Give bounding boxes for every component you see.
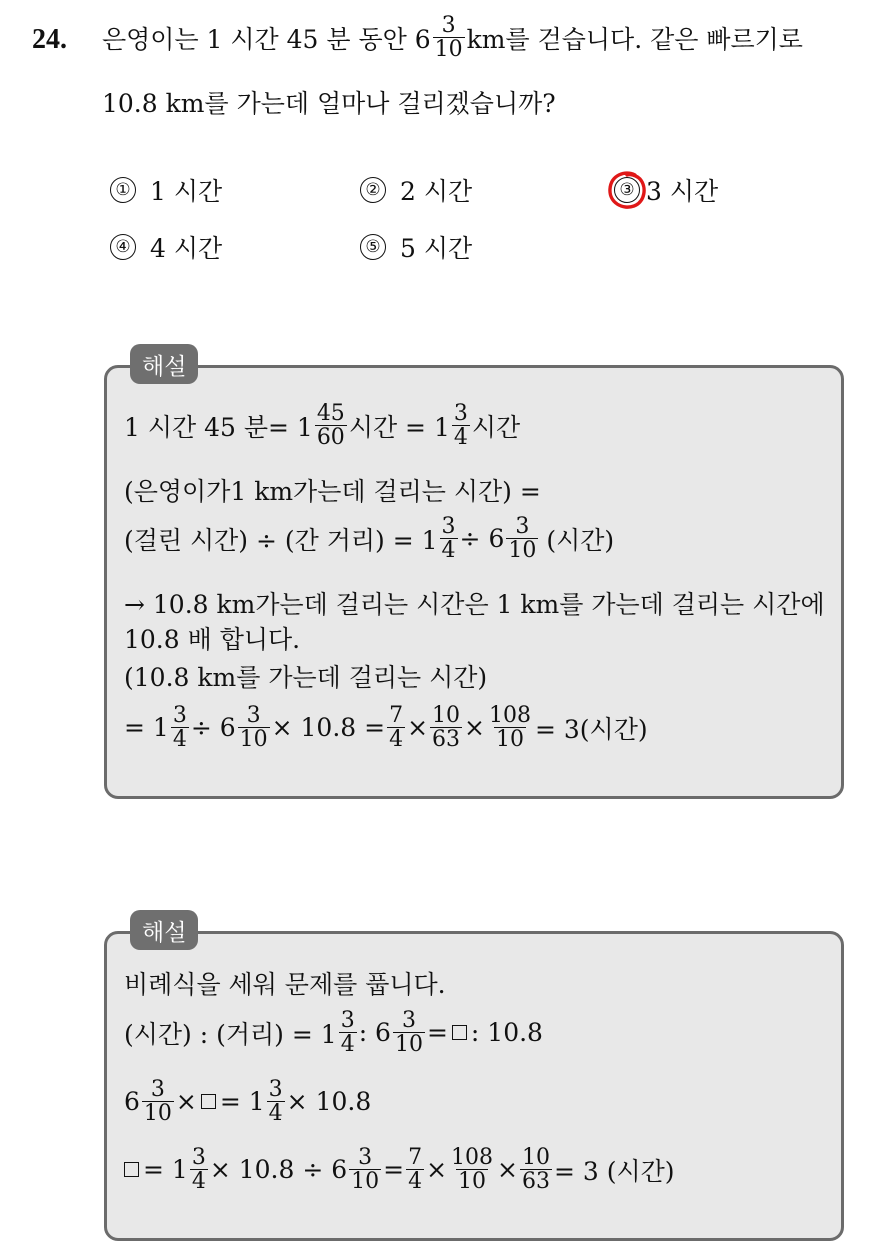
text: (시간) [546, 525, 615, 555]
exp1-line-5: 10.8 배 합니다. [124, 625, 301, 654]
frac-den: 60 [316, 425, 345, 451]
frac-den: 4 [172, 727, 187, 753]
choice-text: 1 시간 [150, 177, 223, 206]
frac-den: 10 [495, 727, 524, 753]
choice-5[interactable] [360, 229, 472, 265]
choice-mark: ⑤ [360, 234, 386, 260]
text: 6 [124, 1087, 140, 1117]
text: = [383, 1155, 405, 1185]
text: 시간 [471, 412, 521, 442]
text: = [426, 1018, 448, 1048]
frac-num: 7 [408, 1145, 423, 1170]
frac-den: 63 [432, 727, 461, 753]
fraction [487, 704, 533, 751]
choice-1[interactable] [110, 172, 222, 208]
question-line-1 [102, 14, 803, 61]
frac-den: 10 [434, 37, 463, 63]
text: × 10.8 [286, 1087, 372, 1117]
fraction [267, 1078, 285, 1125]
text: (걸린 시간) ÷ (간 거리) = 1 [124, 525, 438, 555]
explanation-tag-1: 해설 [130, 344, 198, 384]
text: = 1 [143, 1155, 188, 1185]
frac-num: 10 [521, 1145, 550, 1170]
choice-mark: ③ [614, 177, 640, 203]
blank-box-icon [201, 1094, 216, 1109]
exp1-line-7 [124, 704, 648, 751]
frac-num: 7 [389, 703, 404, 728]
fraction [440, 515, 458, 562]
choice-mark: ④ [110, 234, 136, 260]
fraction [171, 704, 189, 751]
choice-4[interactable] [110, 229, 222, 265]
fraction [142, 1078, 174, 1125]
fraction [349, 1146, 381, 1193]
exp2-line-4 [124, 1146, 675, 1193]
question-number: 24. [32, 24, 67, 55]
exp1-line-3 [124, 515, 614, 562]
exp1-line-2: (은영이가1 km가는데 걸리는 시간) = [124, 477, 541, 506]
choice-mark: ① [110, 177, 136, 203]
frac-num: 3 [515, 514, 530, 539]
fraction [433, 14, 465, 61]
choice-text: 2 시간 [400, 177, 473, 206]
text: × 10.8 ÷ 6 [209, 1155, 348, 1185]
frac-den: 4 [408, 1169, 423, 1195]
exp1-line-6: (10.8 km를 가는데 걸리는 시간) [124, 663, 488, 692]
text: × [426, 1155, 448, 1185]
frac-den: 4 [268, 1101, 283, 1127]
choice-text: 5 시간 [400, 234, 473, 263]
frac-num: 3 [246, 703, 261, 728]
question-line-2: 10.8 km를 가는데 얼마나 걸리겠습니까? [102, 89, 556, 118]
text: 시간 = 1 [348, 412, 450, 442]
frac-num: 3 [358, 1145, 373, 1170]
frac-num: 3 [441, 514, 456, 539]
frac-den: 4 [441, 538, 456, 564]
selected-mark-wrap [614, 177, 640, 203]
exp2-line-1: 비례식을 세워 문제를 풉니다. [124, 970, 446, 999]
frac-num: 108 [488, 703, 531, 728]
question-text-b: km를 걷습니다. 같은 빠르기로 [466, 24, 803, 54]
frac-num: 45 [316, 401, 345, 426]
exp2-line-3 [124, 1078, 371, 1125]
frac-num: 3 [401, 1008, 416, 1033]
text: × 10.8 = [271, 713, 386, 743]
text: = 3(시간) [534, 714, 648, 744]
explanation-tag-2: 해설 [130, 910, 198, 950]
blank-box-icon [124, 1162, 139, 1177]
choice-3-selected[interactable] [614, 172, 718, 208]
frac-den: 63 [521, 1169, 550, 1195]
text: ÷ 6 [190, 713, 236, 743]
choice-text: 4 시간 [150, 234, 223, 263]
choice-text: 3 시간 [646, 177, 719, 206]
frac-num: 3 [191, 1145, 206, 1170]
fraction [520, 1146, 552, 1193]
fraction [315, 402, 347, 449]
frac-den: 10 [143, 1101, 172, 1127]
frac-num: 3 [453, 401, 468, 426]
frac-num: 3 [172, 703, 187, 728]
frac-den: 4 [340, 1032, 355, 1058]
frac-num: 10 [432, 703, 461, 728]
frac-num: 3 [150, 1077, 165, 1102]
text: (시간) : (거리) = 1 [124, 1019, 337, 1049]
fraction [430, 704, 462, 751]
question-text-a: 은영이는 1 시간 45 분 동안 6 [102, 24, 431, 54]
frac-den: 10 [351, 1169, 380, 1195]
text: × [497, 1155, 518, 1185]
choice-mark: ② [360, 177, 386, 203]
text: : 6 [358, 1018, 391, 1048]
text: × [464, 713, 485, 743]
fraction [339, 1009, 357, 1056]
text: × [407, 713, 429, 743]
frac-den: 10 [458, 1169, 487, 1195]
frac-num: 108 [451, 1145, 494, 1170]
text: × [175, 1087, 197, 1117]
frac-num: 3 [268, 1077, 283, 1102]
blank-box-icon [452, 1025, 467, 1040]
frac-num: 3 [340, 1008, 355, 1033]
exp1-line-4: → 10.8 km가는데 걸리는 시간은 1 km를 가는데 걸리는 시간에 [124, 590, 825, 619]
frac-den: 10 [394, 1032, 423, 1058]
frac-den: 4 [389, 727, 404, 753]
frac-num: 3 [441, 13, 456, 38]
fraction [452, 402, 470, 449]
fraction [506, 515, 538, 562]
exp1-line-1 [124, 402, 520, 449]
text: = 1 [219, 1087, 265, 1117]
text: 1 시간 45 분= 1 [124, 412, 313, 442]
fraction [393, 1009, 425, 1056]
fraction [406, 1146, 424, 1193]
text: : 10.8 [470, 1018, 543, 1048]
fraction [190, 1146, 208, 1193]
frac-den: 10 [508, 538, 537, 564]
text: ÷ 6 [459, 524, 505, 554]
frac-den: 10 [239, 727, 268, 753]
text: = 1 [124, 713, 169, 743]
frac-den: 4 [191, 1169, 206, 1195]
fraction [238, 704, 270, 751]
exp2-line-2 [124, 1009, 543, 1056]
text: = 3 (시간) [553, 1156, 675, 1186]
frac-den: 4 [453, 425, 468, 451]
fraction [387, 704, 405, 751]
fraction [449, 1146, 495, 1193]
choice-2[interactable] [360, 172, 472, 208]
